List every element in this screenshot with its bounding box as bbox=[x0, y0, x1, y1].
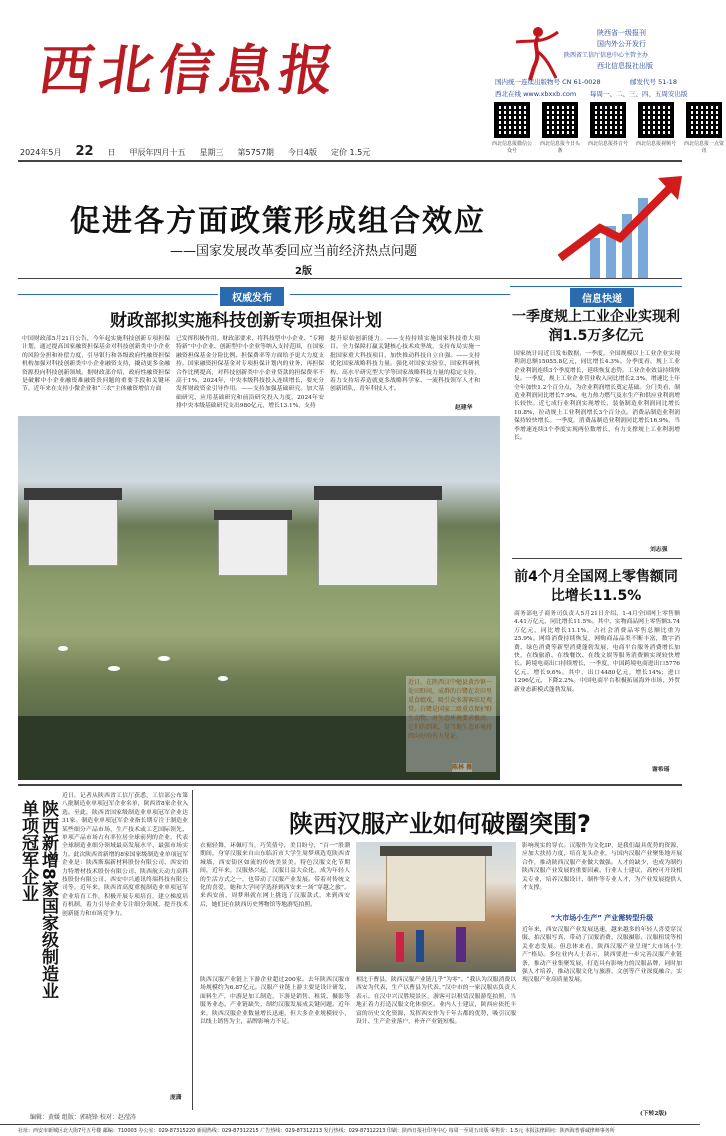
roof-shape bbox=[214, 510, 292, 520]
growth-arrow-icon bbox=[540, 168, 690, 278]
qr-code-icon bbox=[686, 102, 722, 138]
date-day: 22 bbox=[75, 144, 94, 159]
feature-col: 衣裾轻舞，环佩叮当，巧笑倩兮，美目盼兮，“百一”股潮期间，身穿汉服来自山东临沂市大学生周梦琪选览陕西省城墙，西安街区如流的传统美景美。特色汉服文化节期间，近年来，汉服热兴起，汉服日益大众化，成为年轻人的生活方式之一，也带动了汉服产业发展。带着对传统文化的喜爱，她和大学同学选择到西安来一场“穿越之旅”。来西安前，周梦琪就在网上挑选了汉服款式，来到西安后，她们还在陕西历史博物馆等地游览拍照。 bbox=[200, 843, 350, 908]
qr-label: 西北信息报微信公众号 bbox=[491, 141, 532, 154]
lead-headline: 促进各方面政策形成组合效应 bbox=[70, 204, 486, 239]
egret-shape bbox=[218, 676, 228, 681]
schedule: 每周一、二、三、四、五周安出版 bbox=[590, 90, 688, 98]
feature-col: 陕西汉服产业链上下游企业超过200家。去年陕西汉服市场规模约为6.87亿元。汉服产业链上游主要是设计研发、面料生产，中游是加工制造，下游是销售、租赁、摄影等服务业态。产业链缺失，制约汉服发展成关键问题。近年来，陕西汉服企业数量增长迅速，但大多企业规模较小，以线上销售为主，品牌影响力不足。 bbox=[200, 977, 350, 1026]
authority-title: 财政部拟实施科技创新专项担保计划 bbox=[110, 311, 382, 331]
feature-col: 影响现实的穿衣。汉服作为文化IP，是我们最具优势的资源，应加大扶持力度，培育龙头企业，与国内汉服产业聚集地开展合作，推动陕西汉服产业做大做强。人才的缺少，也成为制约陕西汉服产业发展的重要因素。行业人士建议，高校可开设相关专业，培养汉服设计、制作等专业人才，为产业发展提供人才支撑。 bbox=[522, 843, 682, 892]
quick-info-label: 信息快递 bbox=[570, 288, 634, 307]
sponsor-line: 西北信息报社出版 bbox=[597, 62, 653, 70]
date-line bbox=[20, 144, 370, 159]
qr-block bbox=[490, 102, 534, 154]
lead-divider bbox=[18, 278, 682, 279]
masthead-logo: 西北信息报 bbox=[35, 38, 345, 102]
authority-label: 权威发布 bbox=[220, 287, 284, 306]
qr-label: 西北信息报一点资讯 bbox=[683, 141, 724, 154]
hanfu-photo bbox=[356, 842, 516, 972]
authority-col: 已发挥积极作用。财政部要求，将科技型中小企业、“专精特新”中小企业、创新型中小企业等纳入支持范围，在国家融资担保基金分险比例、担保费率等方面给予更大力度支持。国家融资担保基金对专项担保计划内的业务，再担保合作比例提高，对科技创新类中小企业贷款的担保费率不高于1%，2024年，中央本级科技投入连续增长，要充分发挥财政资金引导作用。——支持加强基础研究。加大基础研究、应用基础研究和前沿研究投入力度，2024年安排中央本级基础研究支出980亿元，增长13.1%，支持 bbox=[176, 336, 324, 410]
weekday: 星期三 bbox=[199, 148, 224, 157]
house-shape bbox=[28, 496, 118, 566]
person-shape bbox=[396, 932, 404, 962]
feature-title: 陕西汉服产业如何破圈突围? bbox=[289, 810, 591, 838]
cn-number: 国内统一连续出版物号 CN 61-0028 bbox=[495, 78, 601, 86]
story-divider bbox=[512, 558, 682, 559]
story1-byline: 刘志强 bbox=[650, 547, 668, 553]
story2-title: 前4个月全国网上零售额同比增长11.5% bbox=[514, 569, 678, 604]
story1-title: 一季度规上工业企业实现利润1.5万多亿元 bbox=[512, 309, 680, 344]
story2-text: 商务部电子商务司负责人5月21日介绍，1-4月全国网上零售额4.41万亿元，同比增长11.5%。其中，实物商品网上零售额3.74万亿元，同比增长11.1%，占社会消费品零售总额比重为25.9%。网络消费持续恢复，网购商品品类不断丰富，数字消费、绿色消费等新型消费蓬勃发展，电商平台服务消费增长加快，在线旅游、在线餐饮、在线文娱等服务消费额实现较快增长。跨境电商出口持续增长，一季度，中国跨境电商进出口5776亿元，增长9.6%。其中，出口4480亿元，增长14%；进口1296亿元，下降2.2%。中国电商平台积极拓展海外市场，外贸新业态新模式蓬勃发展。 bbox=[514, 611, 680, 693]
qr-code-icon bbox=[542, 102, 578, 138]
quick-info-rule bbox=[510, 286, 682, 287]
sponsor-info bbox=[564, 28, 653, 72]
date-month: 2024年5月 bbox=[20, 148, 62, 157]
lower-divider bbox=[18, 784, 682, 786]
egret-shape bbox=[108, 666, 120, 671]
lead-subhead: ——国家发展改革委回应当前经济热点问题 bbox=[170, 244, 418, 259]
story1-text: 国家统计局近日发布数据，一季度，全国规模以上工业企业实现利润总额15055.8亿元，同比增长4.3%。分季度看，规上工业企业利润连续3个季度增长，延续恢复态势。工业企业效益持续恢复。一季度，规上工业企业营业收入同比增长2.3%，增速比上年全年加快1.2个百分点，为企业利润增长奠定基础。分门类看，制造业利润同比增长7.9%。电力热力燃气及水生产和供应业利润增长较快。近七成行业利润实现增长，装备制造业利润同比增长10.8%，拉动规上工业利润增长3个百分点。消费品制造业利润保持较快增长。一季度，消费品制造业利润同比增长16.9%，当季增速连续3个季度实现两位数增长，有力支撑规上工业利润增长。 bbox=[514, 351, 681, 442]
egret-shape bbox=[58, 646, 68, 651]
sponsor-line: 国内外公开发行 bbox=[597, 40, 646, 48]
editors-line: 编辑：黄媛 组版：郭晓锋 校对：赵滢涛 bbox=[30, 1114, 136, 1121]
qr-label: 西北信息报今日头条 bbox=[539, 141, 580, 154]
photo-caption: 近日，在陕西汉中勉县黄沙镇一处田野间，成群的白鹭在农田里觅食嬉戏，吸引众多游客驻足观赏。白鹭是国家二级重点保护野生动物，对生态环境要求极高，它们的到来，是当地生态环境持续向好的有力见证。 bbox=[406, 676, 496, 772]
sidebar-story-title: 陕西新增8家国家级制造业单项冠军企业 bbox=[18, 800, 58, 999]
sponsor-line: 陕西省工信厅信息中心主管主办 bbox=[564, 52, 649, 59]
qr-code-icon bbox=[494, 102, 530, 138]
feature-col: 近年来，西安汉服产业发展迅速，越来越多的年轻人喜爱穿汉服、拍汉服写真，带动了汉服消费、汉服摄影、汉服租赁等相关业态发展。但总体来看，陕西汉服产业呈现“大市场小生产”格局。多位业内人士表示，陕西要进一步完善汉服产业链条，推动产业集聚发展，打造具有影响力的汉服品牌，同时加强人才培养，推动汉服文化与旅游、文创等产业深度融合，实现汉服产业高质量发展。 bbox=[522, 927, 682, 984]
issue-number: 第5757期 bbox=[237, 148, 274, 157]
roof-shape bbox=[380, 846, 492, 856]
lead-page-ref: 2版 bbox=[295, 266, 312, 277]
postal-code: 邮发代号 51-18 bbox=[630, 78, 677, 86]
qr-row bbox=[490, 102, 726, 154]
website: 西北在线 www.xbxxb.com bbox=[495, 90, 577, 98]
footer-bar: 社址：西安市新城区北大街7号五号楼 邮编：710003 办公室：029-87315220 新闻热线：029-87312215 广告热线：029-87312213 发行热线：029-87312213 印刷：陕西日报社印务中心 每周一至周五出版 零售价：1.5元 本报法律顾问：陕西海普睿诚律师事务所 bbox=[0, 1124, 700, 1136]
roof-shape bbox=[24, 488, 122, 500]
authority-col: 提升原始创新能力。——支持持续实施国家科技重大项目。全力保障打赢关键核心技术攻坚战，支持布局实施一批国家重大科技项目，加快推动科技自立自强。——支持优化国家战略科技力量。强化对国家实验室、国家科研机构、高水平研究型大学等国家战略科技力量的稳定支持，着力支持培养造就更多战略科学家、一流科技领军人才和创新团队，青年科技人才。 bbox=[330, 336, 480, 393]
qr-block bbox=[682, 102, 726, 154]
lunar-date: 甲辰年四月十五 bbox=[129, 148, 186, 157]
story2-byline: 谢希瑶 bbox=[652, 767, 670, 773]
column-divider bbox=[192, 790, 193, 1110]
price: 定价 1.5元 bbox=[331, 148, 371, 157]
authority-col: 中国财政部5月21日公告，今年起实施科技创新专项担保计划，通过提高国家融资担保基金对科技创新类中小企业的风险分担和补偿力度，引导银行和各级政府性融资担保机构加强对科技创新类中小企业融资支持，撬动更多金融资源投向科技创新领域。据财政部介绍，政府性融资担保是破解中小企业融资难融资贵问题的重要手段和关键环节。近年来在支持小微企业和“三农”主体融资增信方面 bbox=[22, 336, 170, 393]
qr-code-icon bbox=[590, 102, 626, 138]
qr-block bbox=[634, 102, 678, 154]
date-day-suffix: 日 bbox=[107, 148, 116, 157]
dancer-logo-icon bbox=[512, 22, 560, 82]
building-shape bbox=[386, 852, 486, 922]
authority-rule bbox=[18, 294, 218, 295]
feature-subhead: “大市场小生产” 产业需转型升级 bbox=[550, 914, 654, 922]
authority-byline: 赵建华 bbox=[455, 405, 473, 411]
person-shape bbox=[456, 927, 466, 962]
qr-block bbox=[586, 102, 630, 154]
qr-code-icon bbox=[638, 102, 674, 138]
egret-shape bbox=[158, 656, 170, 661]
person-shape bbox=[416, 930, 424, 962]
house-shape bbox=[318, 496, 438, 586]
feature-continued: (下转2版) bbox=[640, 1111, 667, 1117]
house-shape bbox=[218, 516, 288, 576]
sidebar-story-text: 近日，记者从陕西省工信厅获悉，工信部公布第八批制造业单项冠军企业名单，陕西省8家企业入选。至此，陕西省国家级制造业单项冠军企业达31家。制造业单项冠军企业指长期专注于制造业某些细分产品市场，生产技术或工艺国际领先、单项产品市场占有率位居全球前列的企业，代表全球制造业细分领域最高发展水平、最强市场实力。此次陕西省新增的8家国家级制造业单项冠军企业是：陕西斯瑞新材料股份有限公司、西安铂力特增材技术股份有限公司、陕西航天动力高科技股份有限公司、西安中兴通讯终端科技有限公司等。近年来，陕西省高度重视制造业单项冠军企业培育工作，积极开展专项培育，建立梯度培育机制，着力引导企业专注细分领域，提升技术创新能力和市场竞争力。 bbox=[62, 793, 188, 917]
qr-label: 西北信息报视频号 bbox=[635, 141, 676, 147]
authority-rule bbox=[290, 294, 510, 295]
roof-shape bbox=[314, 486, 442, 500]
page-count: 今日4版 bbox=[287, 148, 317, 157]
feature-col: 相比于曹县，陕西汉服产业链几乎“为零”。“我认为汉服消费以西安为代表，生产以曹县为代表。”汉中市的一家汉服店负责人表示。在汉中兴汉胜境景区，游客可以租赁汉服游览拍照，当地正着力打造汉服文化体验区。业内人士建议，陕西应依托丰富的历史文化资源，发挥西安作为千年古都的优势，吸引汉服设计、生产企业落户，补齐产业链短板。 bbox=[356, 977, 516, 1026]
photo-byline: 陈林 摄 bbox=[452, 764, 473, 771]
sidebar-story-byline: 庞潇 bbox=[170, 1095, 182, 1101]
masthead-divider bbox=[18, 160, 682, 162]
sponsor-line: 陕西省一级报刊 bbox=[597, 29, 646, 37]
qr-label: 西北信息报抖音号 bbox=[587, 141, 628, 147]
qr-block bbox=[538, 102, 582, 154]
